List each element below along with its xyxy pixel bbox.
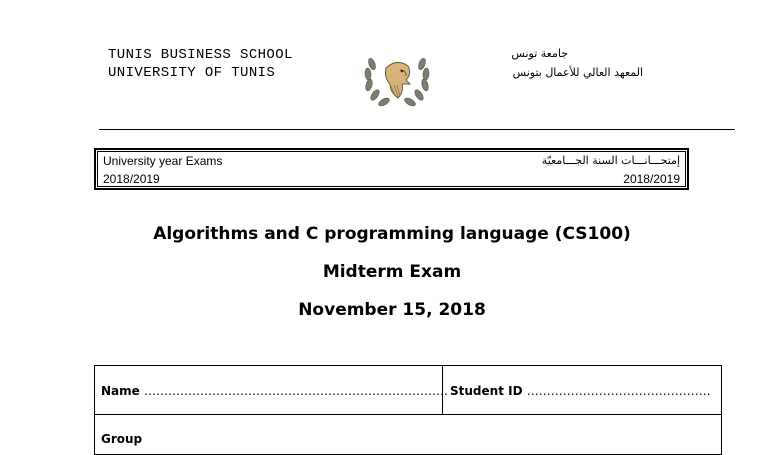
exam-year-left: 2018/2019	[103, 172, 160, 186]
group-field[interactable]	[101, 432, 142, 446]
student-id-dots: ……………………………………….	[526, 384, 711, 398]
school-name-line1: TUNIS BUSINESS SCHOOL	[108, 47, 293, 63]
student-id-field[interactable]	[450, 384, 711, 398]
exam-title: Midterm Exam	[322, 262, 462, 282]
header-divider	[99, 129, 735, 130]
table-divider-horizontal	[95, 414, 721, 415]
exam-year-right: 2018/2019	[623, 172, 680, 186]
student-id-label: Student ID	[450, 384, 523, 398]
student-info-table	[94, 365, 722, 455]
exam-label-english: University year Exams	[103, 154, 223, 168]
name-label: Name	[101, 384, 140, 398]
school-name-line2: UNIVERSITY OF TUNIS	[108, 65, 276, 81]
exam-date: November 15, 2018	[298, 300, 486, 320]
exam-label-arabic: إمتحـــانـــات السنة الجـــامعيّة	[541, 154, 680, 167]
name-field[interactable]	[101, 384, 448, 398]
group-label: Group	[101, 432, 143, 446]
arabic-school-name: المعهد العالي للأعمال بتونس	[512, 66, 643, 79]
course-title: Algorithms and C programming language (CS100)	[153, 224, 631, 244]
exam-info-box	[94, 148, 689, 190]
name-dots: ………………………………………………………………….	[143, 384, 448, 398]
arabic-university-name: جامعة تونس	[511, 47, 568, 60]
eagle-laurel-emblem-icon	[360, 50, 434, 112]
